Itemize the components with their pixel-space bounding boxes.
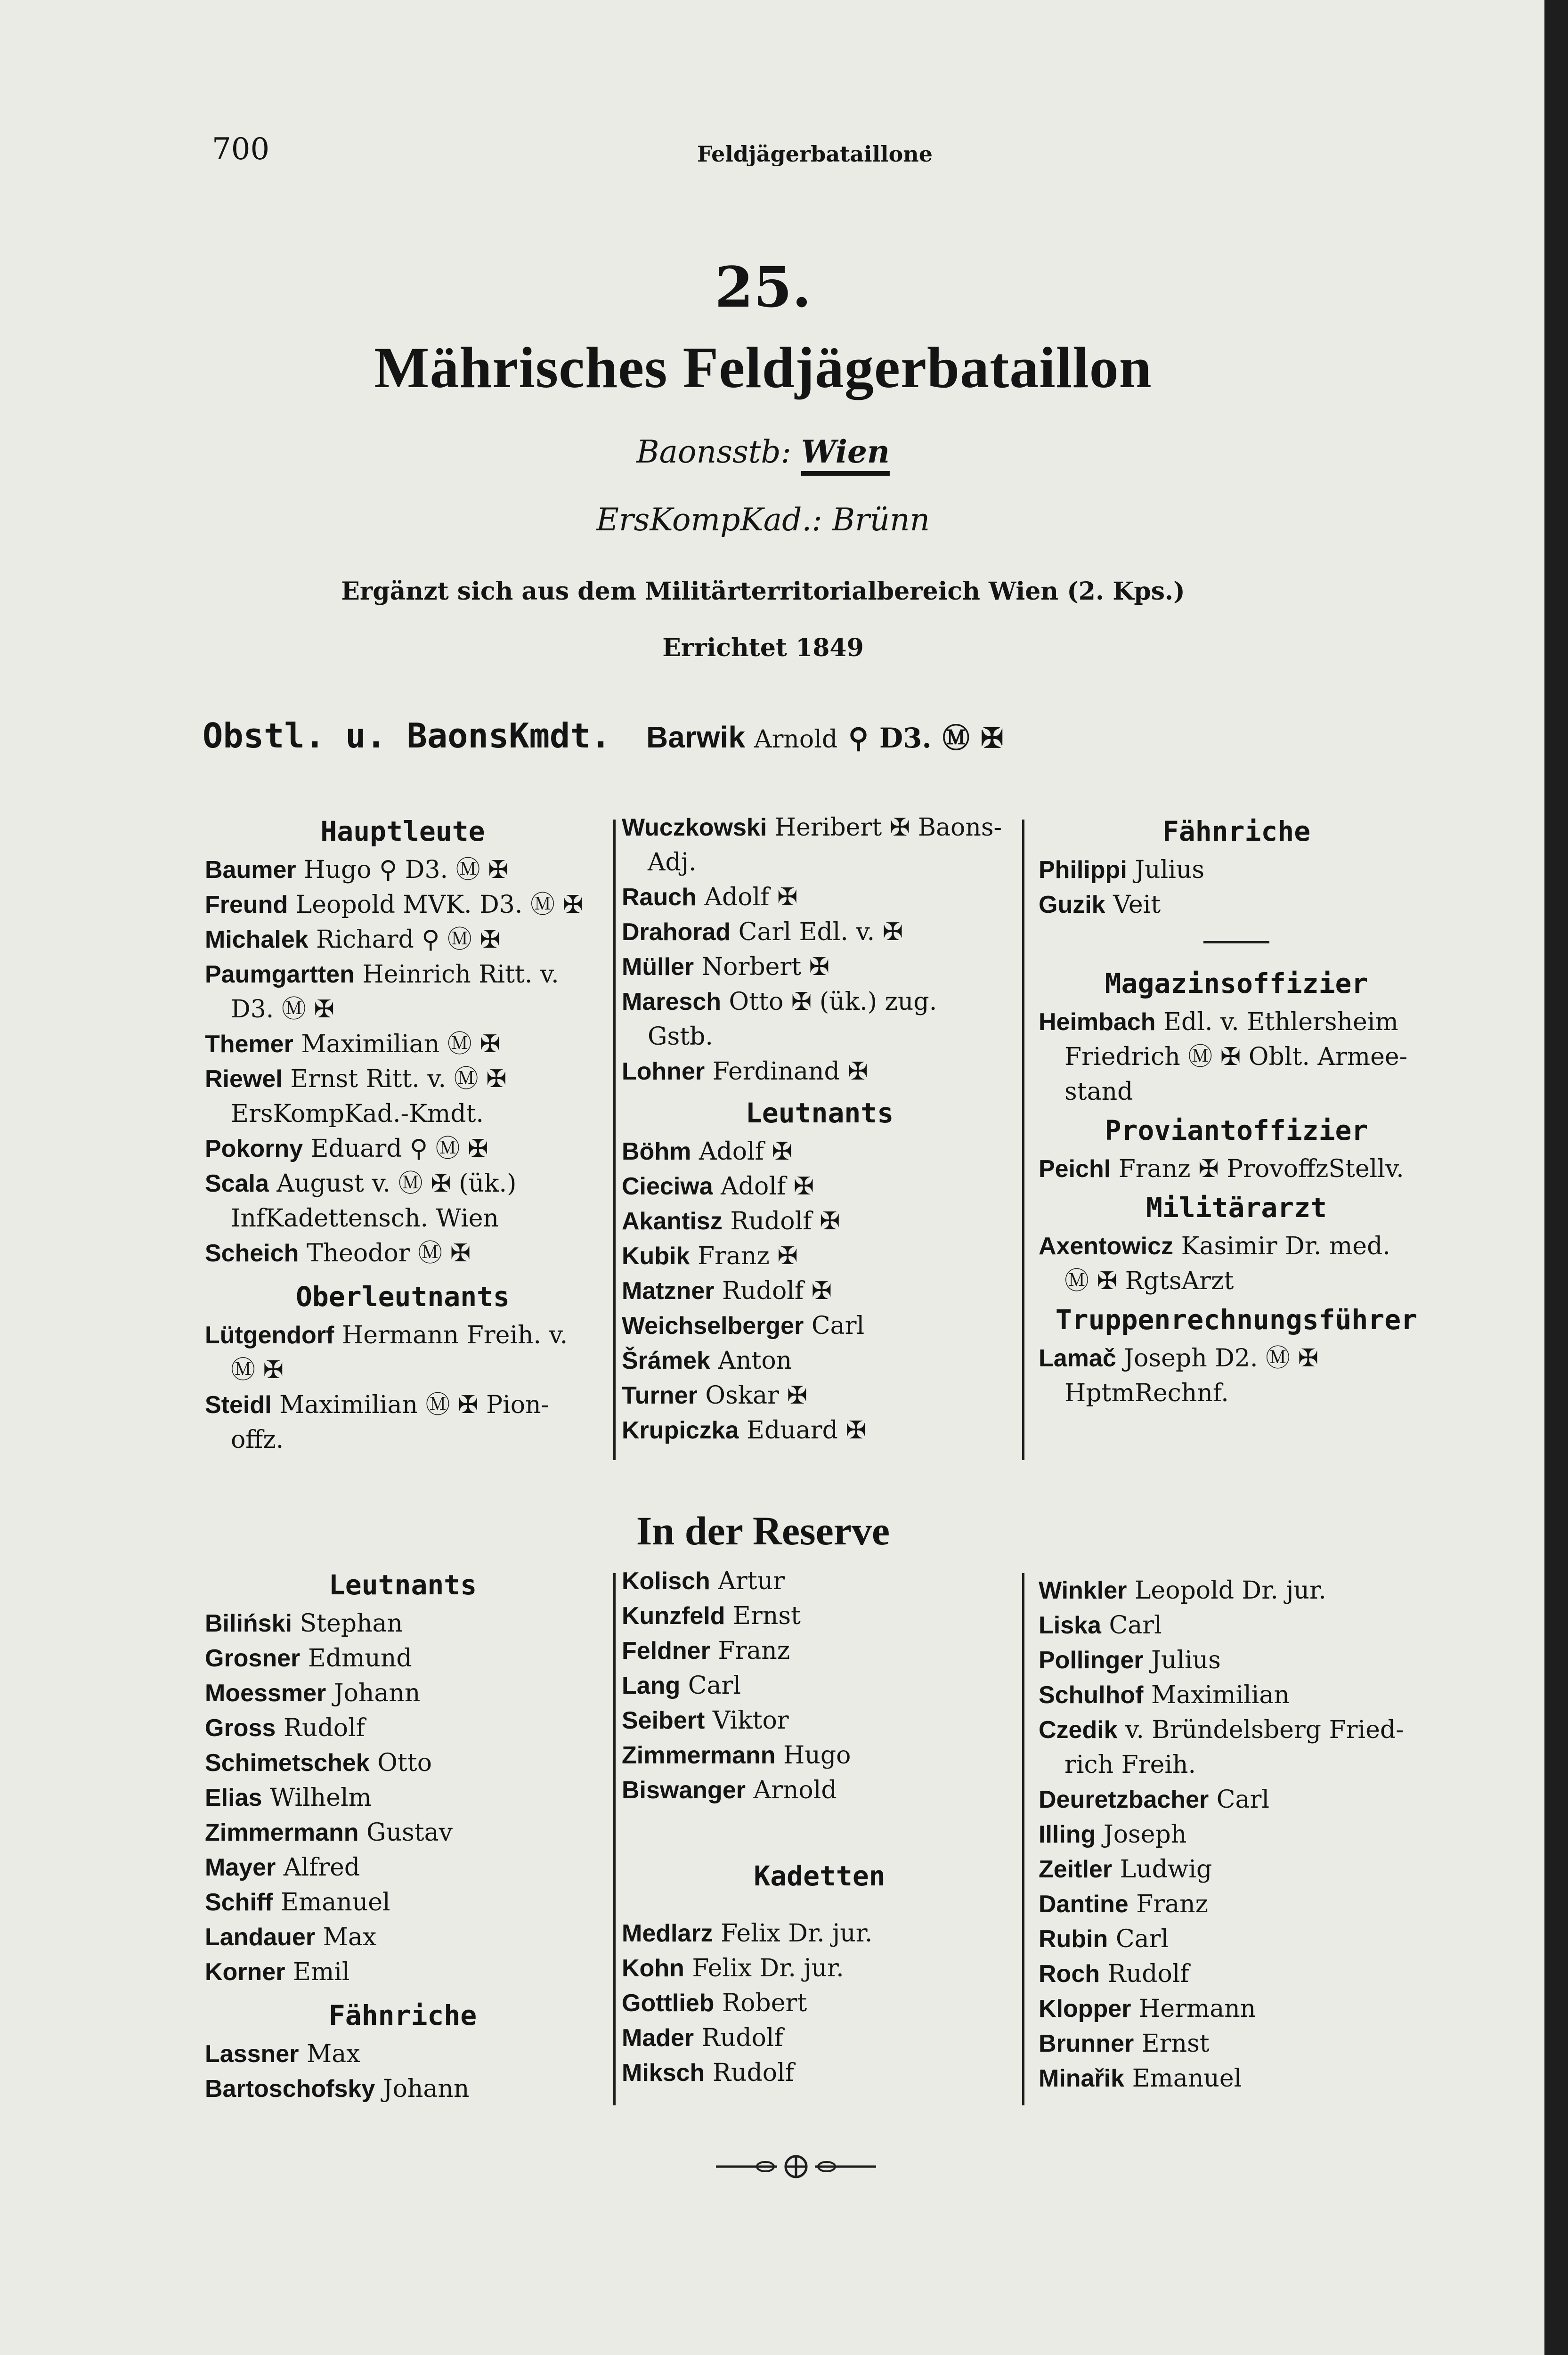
roster-entry (622, 1239, 1017, 1274)
entry-details: Hugo ⚲ D3. Ⓜ ✠ (296, 856, 509, 884)
roster-entry (205, 1780, 601, 1815)
entry-surname: Landauer (205, 1924, 316, 1951)
roster-entry (622, 1204, 1017, 1239)
section-title-kadetten: Kadetten (754, 1860, 886, 1892)
entry-surname: Schimetschek (205, 1749, 370, 1777)
entry-surname: Philippi (1039, 856, 1127, 884)
page-number: 700 (212, 132, 270, 167)
section-title-reserve-leutnants: Leutnants (328, 1569, 477, 1601)
roster-entry (622, 915, 1017, 950)
entry-surname: Kolisch (622, 1567, 710, 1595)
entry-surname: Biliński (205, 1610, 292, 1637)
order-badge-icon: ⚲ (848, 722, 869, 754)
entry-continuation: rich Freih. (1064, 1751, 1196, 1779)
entry-details: Rudolf (1100, 1960, 1189, 1988)
column-divider (1022, 820, 1024, 1460)
entry-details: Rudolf ✠ (722, 1207, 840, 1235)
roster-entry (622, 1343, 1017, 1378)
entry-surname: Kubik (622, 1242, 690, 1270)
roster-entry (1039, 2061, 1434, 2096)
page-edge-shadow (1544, 0, 1568, 2355)
entry-surname: Cieciwa (622, 1173, 713, 1200)
roster-entry (205, 1850, 601, 1885)
reserve-leutnants-cont-list (622, 1564, 1017, 1808)
entry-details: Rudolf (705, 2059, 794, 2087)
roster-entry (205, 1236, 601, 1271)
entry-surname: Zimmermann (622, 1742, 776, 1769)
reserve-fahnriche-cont-list (1039, 1573, 1434, 2096)
roster-entry (622, 950, 1017, 984)
entry-details: Emanuel (273, 1888, 390, 1916)
roster-entry (622, 1413, 1017, 1448)
entry-details: Eduard ✠ (739, 1416, 867, 1445)
entry-details: Carl (804, 1312, 865, 1340)
active-column-2 (622, 810, 1017, 1448)
staff-label: Baonsstb: (636, 434, 791, 470)
entry-details: Max (299, 2040, 360, 2068)
roster-entry (205, 1885, 601, 1920)
entry-surname: Kohn (622, 1955, 684, 1982)
entry-continuation: Ⓜ ✠ RgtsArzt (1064, 1267, 1234, 1295)
section-title-fahnriche: Fähnriche (1162, 815, 1311, 847)
entry-details: Heribert ✠ Baons- (767, 813, 1002, 842)
entry-surname: Korner (205, 1958, 285, 1986)
roster-entry (622, 1564, 1017, 1599)
entry-details: Emil (285, 1958, 350, 1986)
entry-surname: Akantisz (622, 1208, 723, 1235)
entry-details: Edl. v. Ethlersheim (1155, 1008, 1398, 1036)
commander-line (203, 716, 1003, 755)
entry-surname: Lamač (1039, 1345, 1116, 1372)
entry-details: Otto (369, 1749, 432, 1777)
roster-entry (205, 957, 601, 992)
entry-continuation: D3. Ⓜ ✠ (231, 995, 334, 1023)
entry-surname: Rauch (622, 884, 697, 911)
roster-entry (1039, 1852, 1434, 1887)
roster-entry (205, 1062, 601, 1096)
entry-surname: Miksch (622, 2059, 705, 2087)
entry-details: Arnold (745, 1776, 837, 1804)
section-title-rechnungsfuhrer: Truppenrechnungsführer (1055, 1304, 1418, 1336)
entry-details: Johann (375, 2075, 470, 2103)
entry-surname: Rubin (1039, 1925, 1108, 1953)
roster-entry (205, 1131, 601, 1166)
entry-surname: Liska (1039, 1612, 1101, 1639)
entry-surname: Wuczkowski (622, 814, 767, 841)
running-title: Feldjägerbataillone (697, 141, 933, 167)
entry-details: Carl (1209, 1786, 1270, 1814)
roster-entry (205, 1920, 601, 1955)
entry-surname: Scheich (205, 1240, 299, 1267)
roster-entry (205, 1815, 601, 1850)
entry-details: Franz (710, 1637, 790, 1665)
entry-details: Joseph (1096, 1820, 1187, 1849)
entry-details: Ernst Ritt. v. Ⓜ ✠ (282, 1065, 507, 1093)
section-title-magazinsoffizier: Magazinsoffizier (1105, 967, 1368, 999)
entry-surname: Gottlieb (622, 1990, 715, 2017)
entry-surname: Medlarz (622, 1920, 713, 1947)
entry-surname: Biswanger (622, 1777, 746, 1804)
entry-surname: Guzik (1039, 891, 1105, 918)
entry-surname: Bartoschofsky (205, 2075, 375, 2103)
reserve-column-3 (1039, 1573, 1434, 2096)
column-divider (613, 820, 616, 1460)
entry-details: Richard ⚲ Ⓜ ✠ (308, 926, 500, 954)
entry-details: Carl (1101, 1611, 1162, 1640)
ornament-divider (716, 2152, 876, 2181)
merit-medal-icon: Ⓜ (942, 722, 970, 754)
roster-entry (1039, 1713, 1434, 1747)
entry-details: Robert (714, 1989, 807, 2017)
entry-surname: Scala (205, 1170, 269, 1197)
entry-details: Julius (1143, 1646, 1221, 1674)
entry-continuation: ErsKompKad.-Kmdt. (231, 1100, 484, 1128)
entry-surname: Zeitler (1039, 1856, 1113, 1883)
roster-entry (622, 1169, 1017, 1204)
entry-details: Leopold MVK. D3. Ⓜ ✠ (288, 891, 584, 919)
commander-rank: Obstl. u. BaonsKmdt. (203, 716, 611, 755)
roster-entry (1039, 1782, 1434, 1817)
roster-entry (1039, 1229, 1434, 1264)
entry-surname: Lohner (622, 1058, 705, 1085)
roster-entry (1039, 1341, 1434, 1376)
roster-entry (622, 1054, 1017, 1089)
entry-details: Artur (710, 1567, 785, 1595)
roster-entry (1039, 1991, 1434, 2026)
active-column-3 (1039, 810, 1434, 1411)
entry-continuation: InfKadettensch. Wien (231, 1204, 499, 1233)
entry-details: Leopold Dr. jur. (1127, 1576, 1326, 1605)
entry-details: Viktor (705, 1706, 789, 1735)
roster-entry (622, 1633, 1017, 1668)
entry-surname: Grosner (205, 1645, 301, 1672)
entry-surname: Schulhof (1039, 1681, 1144, 1709)
entry-details: Carl (1108, 1925, 1169, 1953)
kadetten-list (622, 1916, 1017, 2090)
roster-entry (205, 1606, 601, 1641)
roster-entry (205, 1027, 601, 1062)
entry-continuation: Friedrich Ⓜ ✠ Oblt. Armee- (1064, 1043, 1408, 1071)
entry-details: Julius (1127, 856, 1205, 884)
replacement-label: ErsKompKad.: (596, 502, 822, 538)
roster-entry (622, 984, 1017, 1019)
entry-details: Heinrich Ritt. v. (354, 960, 559, 989)
entry-details: Maximilian Ⓜ ✠ Pion- (271, 1391, 550, 1419)
entry-surname: Heimbach (1039, 1008, 1156, 1036)
entry-surname: Themer (205, 1031, 293, 1058)
entry-details: Gustav (358, 1819, 453, 1847)
entry-details: Anton (710, 1347, 792, 1375)
entry-surname: Baumer (205, 856, 296, 884)
entry-details: Rudolf (694, 2024, 783, 2052)
roster-entry (622, 1738, 1017, 1773)
roster-entry (205, 1318, 601, 1353)
entry-details: Theodor Ⓜ ✠ (299, 1239, 471, 1267)
entry-details: Adolf ✠ (691, 1137, 792, 1166)
roster-entry (1039, 1922, 1434, 1957)
entry-details: Adolf ✠ (696, 883, 798, 911)
section-title-hauptleute: Hauptleute (320, 815, 485, 847)
cross-icon: ✠ (980, 722, 1004, 754)
leutnants-list (622, 1134, 1017, 1448)
roster-entry (1039, 1957, 1434, 1991)
entry-surname: Lütgendorf (205, 1322, 334, 1349)
roster-entry (622, 1703, 1017, 1738)
entry-surname: Pokorny (205, 1135, 303, 1162)
entry-details: Adolf ✠ (713, 1172, 814, 1201)
roster-entry (205, 2037, 601, 2071)
entry-surname: Maresch (622, 988, 721, 1015)
roster-entry (622, 1916, 1017, 1951)
reserve-title: In der Reserve (636, 1508, 890, 1553)
entry-surname: Šrámek (622, 1347, 710, 1374)
entry-details: Carl Edl. v. ✠ (731, 918, 903, 946)
entry-continuation: Ⓜ ✠ (231, 1356, 284, 1384)
entry-surname: Winkler (1039, 1577, 1127, 1604)
roster-entry (622, 1986, 1017, 2021)
entry-surname: Illing (1039, 1821, 1096, 1848)
replacement-location: Brünn (832, 502, 930, 538)
entry-details: Norbert ✠ (694, 953, 830, 981)
section-title-militararzt: Militärarzt (1146, 1192, 1327, 1224)
entry-surname: Paumgartten (205, 961, 355, 988)
entry-details: Johann (326, 1679, 421, 1707)
section-title-oberleutnants: Oberleutnants (296, 1281, 510, 1313)
roster-entry (1039, 887, 1434, 922)
magazin-list (1039, 1005, 1434, 1109)
established-line: Errichtet 1849 (662, 633, 864, 662)
entry-surname: Elias (205, 1784, 262, 1811)
reserve-column-2 (622, 1564, 1017, 2090)
entry-details: Maximilian (1143, 1681, 1290, 1709)
entry-surname: Michalek (205, 926, 309, 953)
unit-name: Mährisches Feldjägerbataillon (374, 335, 1152, 400)
roster-entry (622, 1773, 1017, 1808)
roster-entry (1039, 1005, 1434, 1039)
roster-entry (1039, 1887, 1434, 1922)
entry-details: August v. Ⓜ ✠ (ük.) (268, 1169, 517, 1198)
section-title-proviantoffizier: Proviantoffizier (1105, 1114, 1368, 1146)
entry-details: Hermann Freih. v. (334, 1321, 568, 1349)
entry-details: Ernst (1134, 2030, 1210, 2058)
proviant-list (1039, 1152, 1434, 1186)
entry-surname: Mader (622, 2024, 694, 2052)
roster-entry (205, 853, 601, 887)
entry-details: Hermann (1131, 1995, 1256, 2023)
entry-details: Ludwig (1112, 1855, 1212, 1884)
commander-decoration: D3. (879, 722, 932, 754)
entry-details: Kasimir Dr. med. (1173, 1232, 1390, 1260)
section-title-reserve-fahnriche: Fähnriche (328, 1999, 477, 2031)
fahnriche-list (1039, 853, 1434, 922)
entry-details: Wilhelm (262, 1784, 372, 1812)
arzt-list (1039, 1229, 1434, 1299)
entry-surname: Gross (205, 1714, 276, 1742)
roster-entry (205, 1388, 601, 1422)
entry-details: Emanuel (1124, 2064, 1242, 2093)
roster-entry (205, 1746, 601, 1780)
roster-entry (1039, 1152, 1434, 1186)
entry-surname: Schiff (205, 1889, 273, 1916)
entry-surname: Roch (1039, 1960, 1100, 1988)
roster-entry (622, 1599, 1017, 1633)
roster-entry (622, 880, 1017, 915)
entry-details: Joseph D2. Ⓜ ✠ (1116, 1344, 1319, 1372)
entry-details: Carl (680, 1672, 741, 1700)
entry-surname: Freund (205, 891, 288, 918)
roster-entry (205, 2071, 601, 2106)
entry-surname: Moessmer (205, 1680, 326, 1707)
entry-surname: Brunner (1039, 2030, 1134, 2057)
entry-surname: Krupiczka (622, 1417, 739, 1444)
entry-details: v. Bründelsberg Fried- (1117, 1716, 1404, 1744)
entry-surname: Lassner (205, 2040, 299, 2068)
roster-entry (622, 2021, 1017, 2055)
roster-entry (1039, 1573, 1434, 1608)
roster-entry (205, 1711, 601, 1746)
oberleutnants-list (205, 1318, 601, 1457)
roster-entry (205, 1166, 601, 1201)
entry-surname: Riewel (205, 1065, 283, 1093)
roster-entry (622, 1134, 1017, 1169)
entry-details: Rudolf (276, 1714, 365, 1742)
entry-surname: Peichl (1039, 1155, 1111, 1183)
roster-entry (622, 1274, 1017, 1308)
reserve-fahnriche-list (205, 2037, 601, 2106)
entry-details: Felix Dr. jur. (684, 1954, 844, 1982)
entry-details: Franz ✠ (690, 1242, 798, 1270)
entry-details: Stephan (292, 1609, 403, 1638)
roster-entry (622, 810, 1017, 845)
roster-entry (205, 887, 601, 922)
active-column-1 (205, 810, 601, 1457)
entry-surname: Seibert (622, 1707, 705, 1734)
column-divider (613, 1573, 616, 2105)
entry-continuation: offz. (231, 1426, 284, 1454)
entry-surname: Dantine (1039, 1891, 1129, 1918)
roster-entry (622, 2055, 1017, 2090)
roster-entry (1039, 1643, 1434, 1678)
entry-surname: Mayer (205, 1854, 276, 1881)
commander-first-name: Arnold (754, 725, 838, 754)
entry-continuation: Gstb. (648, 1023, 713, 1051)
entry-surname: Pollinger (1039, 1647, 1144, 1674)
unit-number: 25. (715, 254, 812, 320)
hauptleute-list (205, 853, 601, 1271)
roster-entry (205, 922, 601, 957)
entry-surname: Drahorad (622, 918, 731, 946)
staff-location: Wien (801, 433, 890, 470)
entry-surname: Minařik (1039, 2065, 1125, 2092)
entry-details: Rudolf ✠ (714, 1277, 832, 1305)
column-divider (1022, 1573, 1024, 2105)
entry-details: Maximilian Ⓜ ✠ (293, 1030, 500, 1058)
entry-details: Max (315, 1923, 377, 1951)
entry-surname: Böhm (622, 1138, 691, 1165)
entry-details: Felix Dr. jur. (713, 1919, 873, 1948)
entry-surname: Steidl (205, 1391, 272, 1419)
staff-officers-list (622, 810, 1017, 1089)
entry-surname: Czedik (1039, 1716, 1118, 1744)
replacement-line (0, 502, 1526, 538)
entry-surname: Zimmermann (205, 1819, 359, 1846)
roster-entry (1039, 2026, 1434, 2061)
roster-entry (205, 1676, 601, 1711)
reserve-column-1 (205, 1564, 601, 2106)
entry-surname: Klopper (1039, 1995, 1131, 2022)
entry-surname: Axentowicz (1039, 1233, 1174, 1260)
entry-details: Otto ✠ (ük.) zug. (721, 988, 937, 1016)
roster-entry (622, 1308, 1017, 1343)
entry-details: Veit (1105, 891, 1161, 919)
entry-continuation: HptmRechnf. (1064, 1379, 1229, 1407)
entry-surname: Lang (622, 1672, 681, 1699)
section-title-leutnants: Leutnants (745, 1097, 894, 1129)
entry-details: Oskar ✠ (697, 1381, 808, 1410)
commander-surname: Barwik (646, 720, 745, 754)
staff-line (0, 433, 1526, 470)
entry-surname: Weichselberger (622, 1312, 804, 1340)
entry-details: Hugo (775, 1741, 851, 1770)
entry-surname: Feldner (622, 1637, 710, 1665)
entry-surname: Turner (622, 1382, 698, 1409)
entry-details: Ernst (725, 1602, 801, 1630)
entry-details: Franz ✠ ProvoffzStellv. (1111, 1155, 1404, 1183)
recruitment-line: Ergänzt sich aus dem Militärterritorialbereich Wien (2. Kps.) (341, 577, 1185, 606)
roster-entry (622, 1668, 1017, 1703)
roster-entry (1039, 1817, 1434, 1852)
entry-details: Alfred (276, 1853, 360, 1882)
roster-entry (622, 1951, 1017, 1986)
separator-dash (1203, 941, 1269, 943)
roster-entry (205, 1955, 601, 1990)
reserve-leutnants-list (205, 1606, 601, 1990)
roster-entry (622, 1378, 1017, 1413)
roster-entry (1039, 1608, 1434, 1643)
entry-surname: Müller (622, 953, 694, 981)
entry-surname: Kunzfeld (622, 1602, 725, 1630)
entry-details: Eduard ⚲ Ⓜ ✠ (303, 1135, 488, 1163)
roster-entry (1039, 853, 1434, 887)
entry-continuation: Adj. (648, 848, 697, 877)
entry-details: Franz (1128, 1890, 1209, 1918)
entry-surname: Deuretzbacher (1039, 1786, 1209, 1813)
roster-entry (1039, 1678, 1434, 1713)
entry-continuation: stand (1064, 1078, 1133, 1106)
entry-surname: Matzner (622, 1277, 715, 1305)
rechnung-list (1039, 1341, 1434, 1411)
entry-details: Ferdinand ✠ (705, 1057, 868, 1086)
roster-entry (205, 1641, 601, 1676)
entry-details: Edmund (300, 1644, 412, 1673)
